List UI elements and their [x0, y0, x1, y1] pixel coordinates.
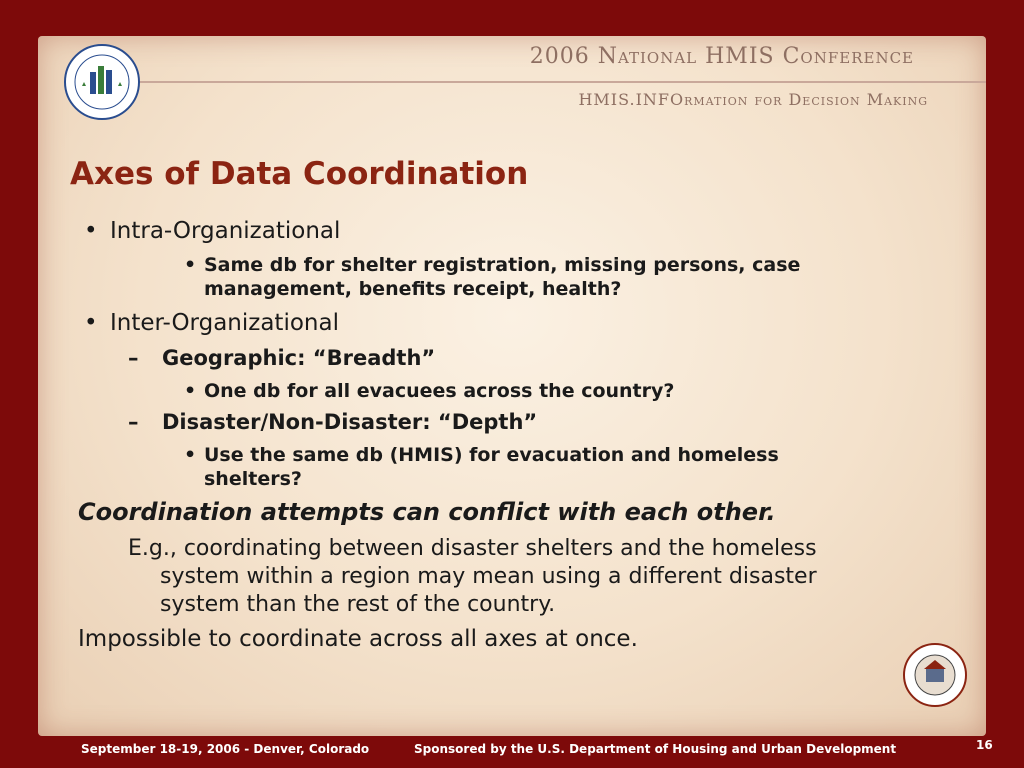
bullet-disaster-sub-cont: shelters? — [204, 468, 302, 490]
bullet-inter — [84, 310, 339, 336]
bullet-dot: • — [184, 444, 197, 466]
footer-sponsor: Sponsored by the U.S. Department of Housing and Urban Development — [414, 742, 897, 756]
dash-mark: – — [128, 410, 139, 434]
bullet-intra-sub-text: Same db for shelter registration, missing persons, case — [204, 254, 801, 276]
bullet-intra-text: Intra-Organizational — [110, 218, 341, 244]
footer — [0, 740, 1024, 768]
conference-title: 2006 National HMIS Conference — [529, 44, 914, 69]
example-line-1: E.g., coordinating between disaster shelters and the homeless — [128, 536, 817, 561]
bullet-inter-text: Inter-Organizational — [110, 310, 339, 336]
bullet-dot: • — [84, 218, 98, 244]
bullet-dot: • — [184, 380, 197, 402]
dash-geographic — [128, 346, 435, 370]
bullet-disaster-sub — [184, 444, 779, 466]
bullet-dot: • — [84, 310, 98, 336]
dash-geographic-text: Geographic: “Breadth” — [162, 346, 436, 370]
bullet-intra-sub — [184, 254, 800, 276]
bullet-intra — [84, 218, 340, 244]
header-divider — [138, 81, 986, 83]
bullet-geographic-sub — [184, 380, 674, 402]
slide-title: Axes of Data Coordination — [70, 156, 529, 192]
conference-tagline: HMIS.INFOrmation for Decision Making — [578, 90, 928, 109]
footer-date: September 18-19, 2006 - Denver, Colorado — [81, 742, 370, 756]
dash-mark: – — [128, 346, 139, 370]
emphasis-statement: Coordination attempts can conflict with each other. — [78, 498, 776, 526]
hud-seal-icon — [62, 42, 142, 122]
page-number: 16 — [976, 738, 993, 752]
example-line-2: system within a region may mean using a different disaster — [160, 564, 817, 589]
bullet-disaster-sub-text: Use the same db (HMIS) for evacuation and homeless — [204, 444, 779, 466]
conference-seal-icon — [902, 642, 968, 708]
bullet-geographic-sub-text: One db for all evacuees across the country? — [204, 380, 675, 402]
closing-statement: Impossible to coordinate across all axes at once. — [78, 626, 638, 652]
bullet-intra-sub-cont: management, benefits receipt, health? — [204, 278, 622, 300]
dash-disaster — [128, 410, 537, 434]
bullet-dot: • — [184, 254, 197, 276]
dash-disaster-text: Disaster/Non-Disaster: “Depth” — [162, 410, 538, 434]
example-line-3: system than the rest of the country. — [160, 592, 556, 617]
